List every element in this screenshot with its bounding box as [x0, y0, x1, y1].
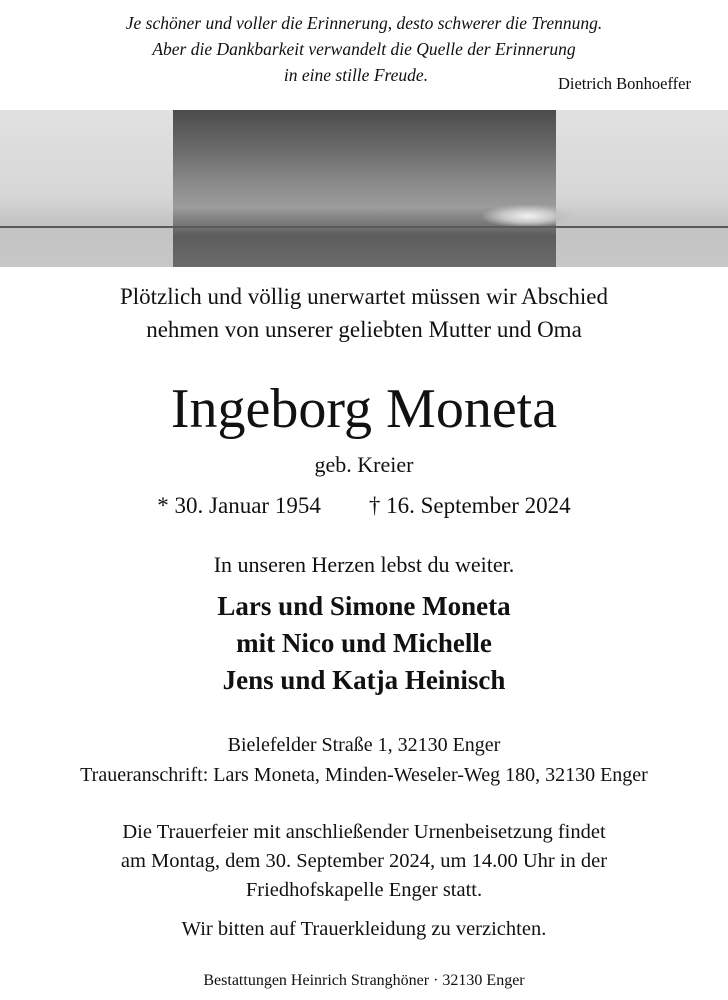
ceremony-line: Die Trauerfeier mit anschließender Urnenbeisetzung findet [122, 821, 606, 843]
intro-line: nehmen von unserer geliebten Mutter und Oma [146, 317, 582, 342]
funeral-home: Bestattungen Heinrich Stranghöner · 32130 Enger [203, 972, 525, 989]
dress-request: Wir bitten auf Trauerkleidung zu verzichten. [181, 918, 547, 940]
death-date: † 16. September 2024 [368, 493, 571, 518]
quote-line: Aber die Dankbarkeit verwandelt die Quelle der Erinnerung [152, 39, 576, 59]
photo-center-panel [173, 110, 556, 267]
photo-left-panel [0, 110, 173, 267]
quote-author: Dietrich Bonhoeffer [557, 74, 691, 93]
horizon-line [0, 226, 728, 228]
mourning-address: Traueranschrift: Lars Moneta, Minden-Weseler-Weg 180, 32130 Enger [80, 764, 648, 786]
intro-text [0, 280, 728, 346]
mourner-line: Lars und Simone Moneta [217, 591, 511, 621]
birth-name: geb. Kreier [314, 452, 414, 477]
address-block [0, 730, 728, 790]
motto: In unseren Herzen lebst du weiter. [213, 552, 515, 577]
photo-right-panel [556, 110, 728, 267]
quote-line: in eine stille Freude. [283, 65, 429, 85]
sea-sunset-photo [0, 110, 728, 267]
ceremony-line: am Montag, dem 30. September 2024, um 14.00 Uhr in der [120, 850, 608, 872]
ceremony-line: Friedhofskapelle Enger statt. [245, 879, 483, 901]
home-address: Bielefelder Straße 1, 32130 Enger [227, 734, 501, 756]
mourner-line: Jens und Katja Heinisch [222, 665, 506, 695]
deceased-name: Ingeborg Moneta [170, 378, 558, 440]
mourner-line: mit Nico und Michelle [236, 628, 492, 658]
life-dates [0, 490, 728, 522]
mourners [0, 588, 728, 699]
birth-date: * 30. Januar 1954 [157, 493, 321, 518]
ceremony-info [0, 818, 728, 905]
quote-line: Je schöner und voller die Erinnerung, desto schwerer die Trennung. [125, 13, 603, 33]
intro-line: Plötzlich und völlig unerwartet müssen wir Abschied [119, 284, 609, 309]
